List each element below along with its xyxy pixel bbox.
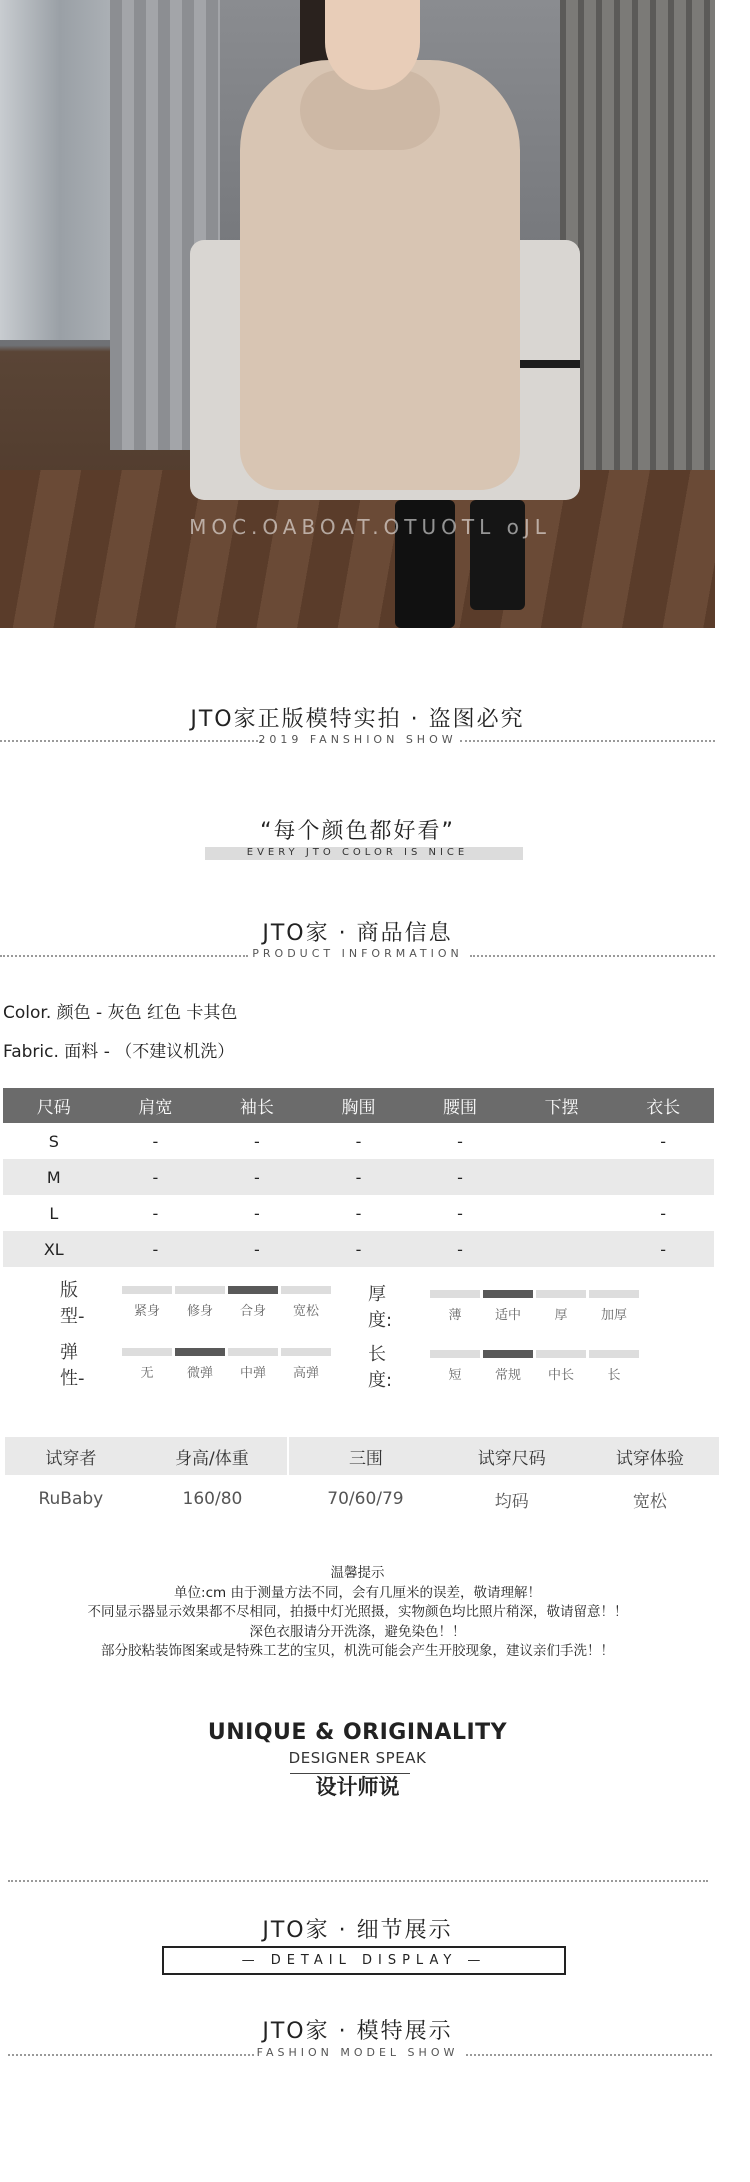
table-row	[3, 1159, 714, 1195]
size-cell: -	[206, 1231, 308, 1267]
size-cell	[511, 1123, 613, 1159]
thickness-option-label: 加厚	[600, 1308, 627, 1323]
thickness-segment	[589, 1290, 639, 1298]
size-table-header	[3, 1088, 714, 1123]
notice-block	[0, 1564, 715, 1662]
product-subtitle: PRODUCT INFORMATION	[252, 947, 463, 960]
tryon-header-cell: 试穿尺码	[443, 1437, 581, 1475]
color-line: Color. 颜色 - 灰色 红色 卡其色	[3, 1003, 238, 1023]
size-header-cell: 袖长	[206, 1088, 308, 1123]
size-cell	[511, 1159, 613, 1195]
fit-segment	[122, 1286, 172, 1294]
fit-segment	[175, 1286, 225, 1294]
length-label: 长度:	[368, 1344, 393, 1391]
length-option-label: 长	[607, 1368, 621, 1383]
size-cell: S	[48, 1131, 59, 1151]
colors-title: “每个颜色都好看”	[260, 819, 455, 844]
tryon-table	[5, 1437, 719, 1523]
elasticity-option-label: 高弹	[292, 1366, 319, 1381]
thickness-segment	[483, 1290, 533, 1298]
tryon-header-cell: 三围	[288, 1437, 443, 1475]
tryon-header	[5, 1437, 719, 1475]
hero-photo	[0, 0, 715, 628]
tryon-header-cell: 身高/体重	[137, 1437, 288, 1475]
size-cell: -	[308, 1159, 410, 1195]
divider-right	[470, 955, 715, 957]
designer-sub: DESIGNER SPEAK	[288, 1749, 427, 1767]
elasticity-segment	[281, 1348, 331, 1356]
size-cell: -	[105, 1159, 207, 1195]
size-header-cell: 胸围	[308, 1088, 410, 1123]
length-option-label: 短	[448, 1368, 462, 1383]
brand-title: JTO家正版模特实拍 · 盗图必究	[190, 707, 525, 732]
thickness-option-label: 薄	[448, 1308, 462, 1323]
designer-rule	[290, 1773, 410, 1774]
elasticity-option-label: 微弹	[186, 1366, 213, 1381]
table-row	[3, 1195, 714, 1231]
size-cell: -	[206, 1159, 308, 1195]
fabric-line: Fabric. 面料 - （不建议机洗）	[3, 1042, 235, 1062]
length-segment	[536, 1350, 586, 1358]
size-cell: -	[660, 1203, 667, 1223]
size-cell: M	[3, 1159, 105, 1195]
elasticity-segment	[122, 1348, 172, 1356]
length-segment	[589, 1350, 639, 1358]
tryon-cell: 70/60/79	[327, 1489, 404, 1509]
size-cell	[612, 1159, 714, 1195]
elasticity-label: 弹性-	[60, 1342, 85, 1389]
size-cell: -	[409, 1231, 511, 1267]
length-option-label: 常规	[494, 1368, 521, 1383]
hero-watermark: MOC.OABOAT.OTUOTL oJL	[189, 515, 551, 539]
elasticity-option-label: 无	[140, 1366, 154, 1381]
size-cell: -	[612, 1231, 714, 1267]
designer-headline: UNIQUE & ORIGINALITY	[207, 1720, 508, 1745]
fit-option-label: 宽松	[292, 1304, 319, 1319]
size-cell: -	[308, 1231, 410, 1267]
section-divider	[8, 1880, 708, 1882]
length-segment	[430, 1350, 480, 1358]
tryon-header-cell: 试穿者	[5, 1437, 137, 1475]
thickness-label: 厚度:	[368, 1284, 393, 1331]
model-title: JTO家 · 模特展示	[262, 2019, 453, 2044]
thickness-segment	[536, 1290, 586, 1298]
length-segment	[483, 1350, 533, 1358]
thickness-option-label: 适中	[494, 1308, 521, 1323]
size-cell	[511, 1231, 613, 1267]
fit-option-label: 紧身	[133, 1304, 160, 1319]
elasticity-segment	[175, 1348, 225, 1356]
brand-subtitle: 2019 FANSHION SHOW	[258, 733, 457, 746]
thickness-option-label: 厚	[554, 1308, 568, 1323]
elasticity-option-label: 中弹	[239, 1366, 266, 1381]
size-cell: -	[355, 1203, 362, 1223]
detail-title: JTO家 · 细节展示	[262, 1918, 453, 1943]
size-header-cell: 肩宽	[105, 1088, 207, 1123]
size-cell: -	[254, 1131, 260, 1151]
fit-option-label: 修身	[186, 1304, 213, 1319]
tryon-cell: 宽松	[632, 1491, 667, 1512]
thickness-segment	[430, 1290, 480, 1298]
tryon-cell: 均码	[494, 1491, 529, 1512]
wood-panel	[560, 0, 715, 470]
colors-subtitle: EVERY JTO COLOR IS NICE	[246, 847, 469, 858]
size-table	[3, 1088, 714, 1267]
table-row	[3, 1231, 714, 1267]
elasticity-segment	[228, 1348, 278, 1356]
divider-right	[466, 2054, 712, 2056]
model-subtitle: FASHION MODEL SHOW	[256, 2046, 459, 2059]
detail-display-box: — DETAIL DISPLAY —	[162, 1946, 566, 1975]
fit-segment	[228, 1286, 278, 1294]
notice-line: 单位:cm 由于测量方法不同，会有几厘米的误差，敬请理解！	[174, 1584, 541, 1601]
size-cell: L	[49, 1203, 59, 1223]
fit-segment	[281, 1286, 331, 1294]
fit-label: 版型-	[60, 1280, 85, 1327]
size-cell: -	[152, 1131, 159, 1151]
size-header-cell: 下摆	[511, 1088, 613, 1123]
table-row	[3, 1123, 714, 1159]
designer-block	[0, 1720, 715, 1801]
size-cell: -	[457, 1203, 463, 1223]
size-cell: -	[457, 1131, 463, 1151]
size-cell: -	[152, 1203, 159, 1223]
size-header-cell: 腰围	[409, 1088, 511, 1123]
size-header-cell: 衣长	[612, 1088, 714, 1123]
notice-title: 温馨提示	[330, 1565, 385, 1581]
size-header-cell: 尺码	[3, 1088, 105, 1123]
size-cell: -	[660, 1131, 667, 1151]
product-title: JTO家 · 商品信息	[262, 921, 453, 946]
notice-line: 不同显示器显示效果都不尽相同，拍摄中灯光照摄，实物颜色均比照片稍深，敬请留意！！	[87, 1604, 628, 1620]
size-cell: -	[254, 1203, 260, 1223]
notice-line: 部分胶粘装饰图案或是特殊工艺的宝贝，机洗可能会产生开胶现象，建议亲们手洗！！	[101, 1643, 614, 1659]
fit-option-label: 合身	[239, 1304, 266, 1319]
tryon-cell: 160/80	[182, 1489, 243, 1509]
table-row	[5, 1475, 719, 1523]
divider-right	[460, 740, 715, 742]
tryon-header-cell: 试穿体验	[581, 1437, 719, 1475]
size-cell: -	[409, 1159, 511, 1195]
designer-cn: 设计师说	[315, 1775, 400, 1799]
size-cell: XL	[3, 1231, 105, 1267]
tryon-cell: RuBaby	[38, 1489, 104, 1509]
length-option-label: 中长	[547, 1368, 574, 1383]
size-cell: -	[355, 1131, 362, 1151]
size-cell	[511, 1195, 613, 1231]
size-cell: -	[105, 1231, 207, 1267]
notice-line: 深色衣服请分开洗涤，避免染色！！	[249, 1623, 466, 1640]
